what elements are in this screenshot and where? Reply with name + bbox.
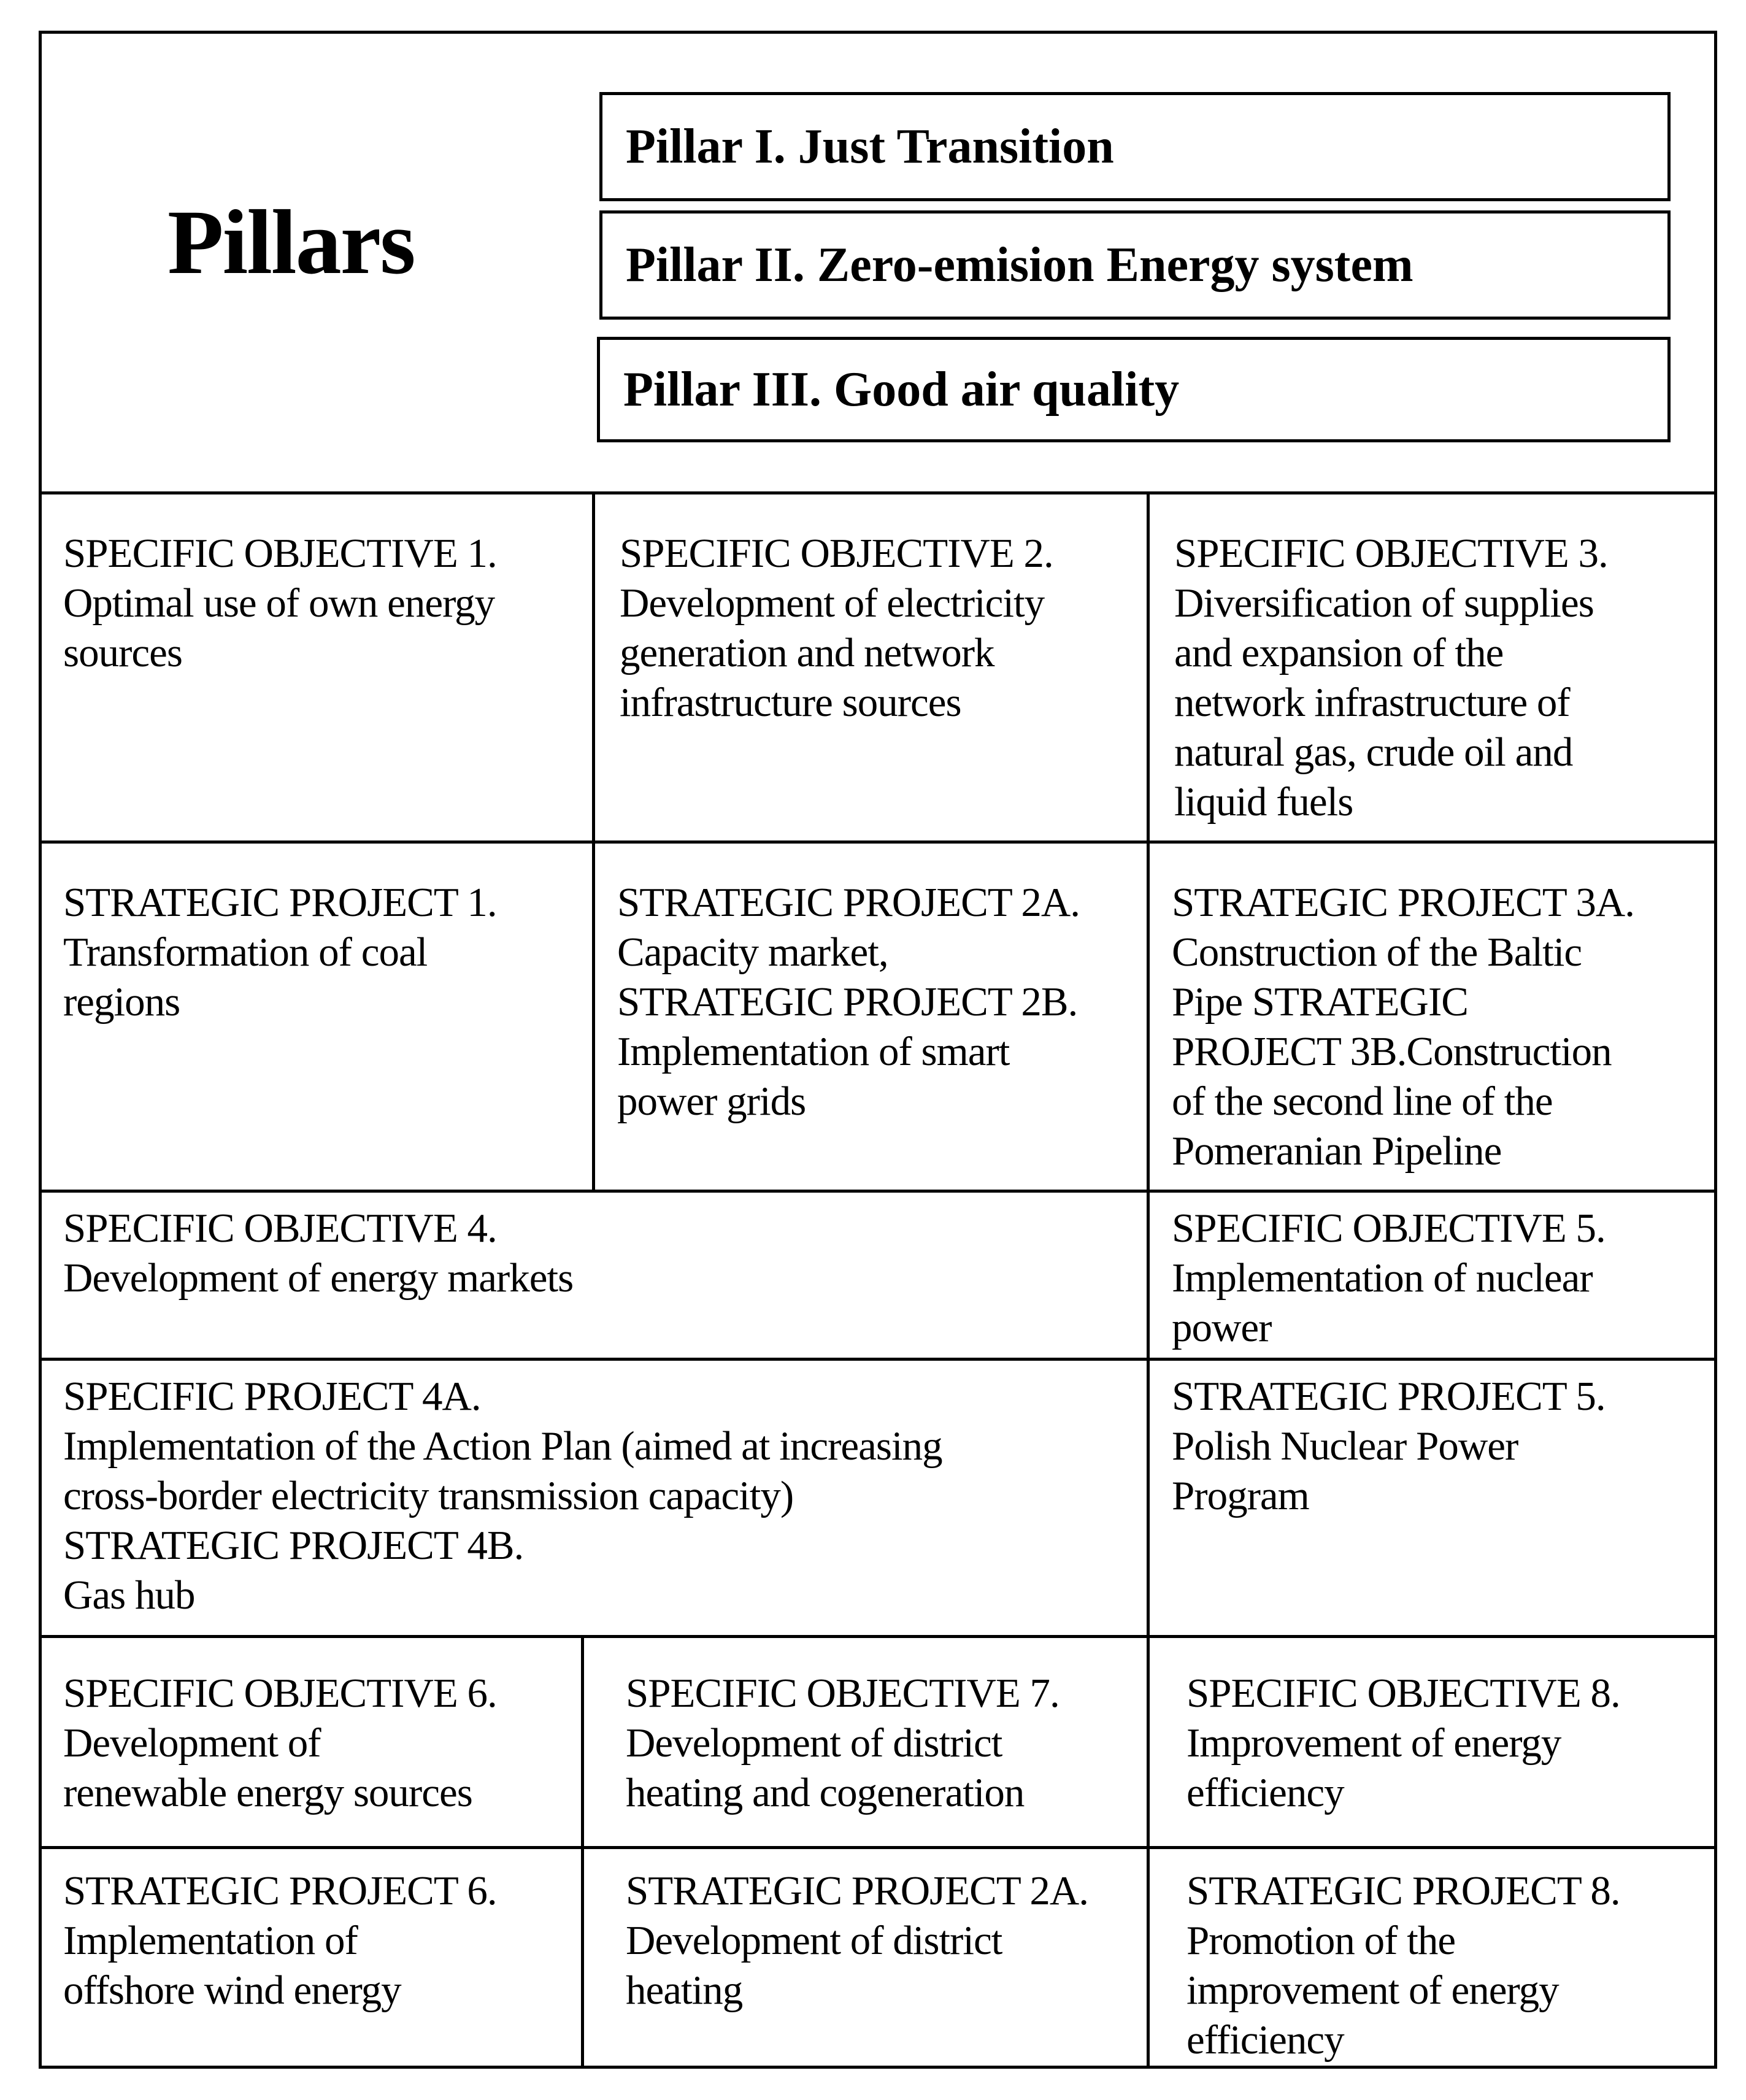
cell-text-line: regions: [63, 979, 180, 1025]
cell-text-line: heating and cogeneration: [626, 1770, 1025, 1815]
cell-text-line: generation and network: [620, 630, 994, 675]
cell-heading: SPECIFIC PROJECT 4A.: [63, 1374, 481, 1419]
specific-objective-7-cell: [584, 1638, 1147, 1846]
cell-text-line: Development of electricity: [620, 580, 1045, 626]
cell-heading: STRATEGIC PROJECT 8.: [1186, 1868, 1620, 1913]
cell-text-line: offshore wind energy: [63, 1967, 401, 2013]
pillar-2-box: Pillar II. Zero-emision Energy system: [599, 210, 1671, 320]
pillars-title: Pillars: [167, 191, 415, 293]
cell-text-line: cross-border electricity transmission capacity): [63, 1473, 794, 1518]
cell-text-line: Implementation of the Action Plan (aimed at increasing: [63, 1423, 942, 1469]
strategic-project-8-cell: [1150, 1849, 1717, 2069]
cell-text-line: sources: [63, 630, 182, 675]
cell-heading: STRATEGIC PROJECT 3A.: [1172, 880, 1634, 925]
strategic-project-2a-heating-cell: [584, 1849, 1147, 2069]
specific-project-4-cell: [39, 1361, 1147, 1635]
cell-text-line: STRATEGIC PROJECT 2B.: [617, 979, 1078, 1025]
cell-text-line: power grids: [617, 1079, 806, 1124]
cell-text-line: Development of: [63, 1720, 321, 1766]
cell-text-line: Implementation of smart: [617, 1029, 1010, 1074]
specific-objective-6-cell: [39, 1638, 581, 1846]
strategic-project-5-cell: [1150, 1361, 1717, 1635]
cell-text-line: Optimal use of own energy: [63, 580, 495, 626]
cell-text-line: STRATEGIC PROJECT 4B.: [63, 1523, 524, 1568]
specific-objective-4-cell: [39, 1193, 1147, 1358]
cell-heading: SPECIFIC OBJECTIVE 3.: [1174, 531, 1608, 576]
cell-text-line: power: [1172, 1305, 1272, 1350]
strategic-project-2-cell: [595, 844, 1147, 1190]
cell-text-line: Construction of the Baltic: [1172, 929, 1582, 975]
pillar-3-box: Pillar III. Good air quality: [597, 337, 1671, 442]
strategic-project-1-cell: [39, 844, 592, 1190]
specific-objective-1-cell: [39, 494, 592, 840]
pillar-1-box: Pillar I. Just Transition: [599, 92, 1671, 201]
specific-objective-3-cell: [1150, 494, 1717, 840]
cell-heading: STRATEGIC PROJECT 2A.: [626, 1868, 1088, 1913]
cell-text-line: Improvement of energy: [1186, 1720, 1561, 1766]
cell-text-line: Implementation of nuclear: [1172, 1255, 1593, 1301]
cell-text-line: Polish Nuclear Power: [1172, 1423, 1518, 1469]
cell-text-line: Diversification of supplies: [1174, 580, 1594, 626]
cell-heading: STRATEGIC PROJECT 1.: [63, 880, 497, 925]
specific-objective-2-cell: [595, 494, 1147, 840]
cell-heading: SPECIFIC OBJECTIVE 6.: [63, 1671, 497, 1716]
cell-heading: STRATEGIC PROJECT 5.: [1172, 1374, 1606, 1419]
cell-heading: SPECIFIC OBJECTIVE 5.: [1172, 1206, 1606, 1251]
cell-text-line: and expansion of the: [1174, 630, 1504, 675]
cell-heading: SPECIFIC OBJECTIVE 4.: [63, 1206, 497, 1251]
specific-objective-8-cell: [1150, 1638, 1717, 1846]
cell-text-line: Pomeranian Pipeline: [1172, 1128, 1502, 1174]
specific-objective-5-cell: [1150, 1193, 1717, 1358]
cell-text-line: Capacity market,: [617, 929, 888, 975]
cell-text-line: Development of district: [626, 1918, 1002, 1963]
cell-text-line: Development of energy markets: [63, 1255, 574, 1301]
cell-text-line: Transformation of coal: [63, 929, 428, 975]
cell-heading: SPECIFIC OBJECTIVE 1.: [63, 531, 497, 576]
cell-text-line: of the second line of the: [1172, 1079, 1553, 1124]
cell-heading: SPECIFIC OBJECTIVE 8.: [1186, 1671, 1620, 1716]
cell-text-line: natural gas, crude oil and: [1174, 729, 1573, 775]
cell-text-line: Gas hub: [63, 1572, 195, 1618]
cell-text-line: renewable energy sources: [63, 1770, 472, 1815]
cell-text-line: infrastructure sources: [620, 680, 961, 725]
cell-heading: SPECIFIC OBJECTIVE 7.: [626, 1671, 1060, 1716]
cell-heading: STRATEGIC PROJECT 2A.: [617, 880, 1080, 925]
cell-heading: STRATEGIC PROJECT 6.: [63, 1868, 497, 1913]
cell-heading: SPECIFIC OBJECTIVE 2.: [620, 531, 1053, 576]
cell-text-line: Promotion of the: [1186, 1918, 1456, 1963]
cell-text-line: heating: [626, 1967, 743, 2013]
strategic-project-6-cell: [39, 1849, 581, 2069]
cell-text-line: efficiency: [1186, 1770, 1344, 1815]
cell-text-line: improvement of energy: [1186, 1967, 1559, 2013]
cell-text-line: network infrastructure of: [1174, 680, 1570, 725]
cell-text-line: Implementation of: [63, 1918, 358, 1963]
cell-text-line: Program: [1172, 1473, 1309, 1518]
cell-text-line: efficiency: [1186, 2017, 1344, 2063]
strategic-project-3-cell: [1150, 844, 1717, 1190]
cell-text-line: Development of district: [626, 1720, 1002, 1766]
cell-text-line: Pipe STRATEGIC: [1172, 979, 1468, 1025]
cell-text-line: PROJECT 3B.Construction: [1172, 1029, 1612, 1074]
cell-text-line: liquid fuels: [1174, 779, 1353, 825]
